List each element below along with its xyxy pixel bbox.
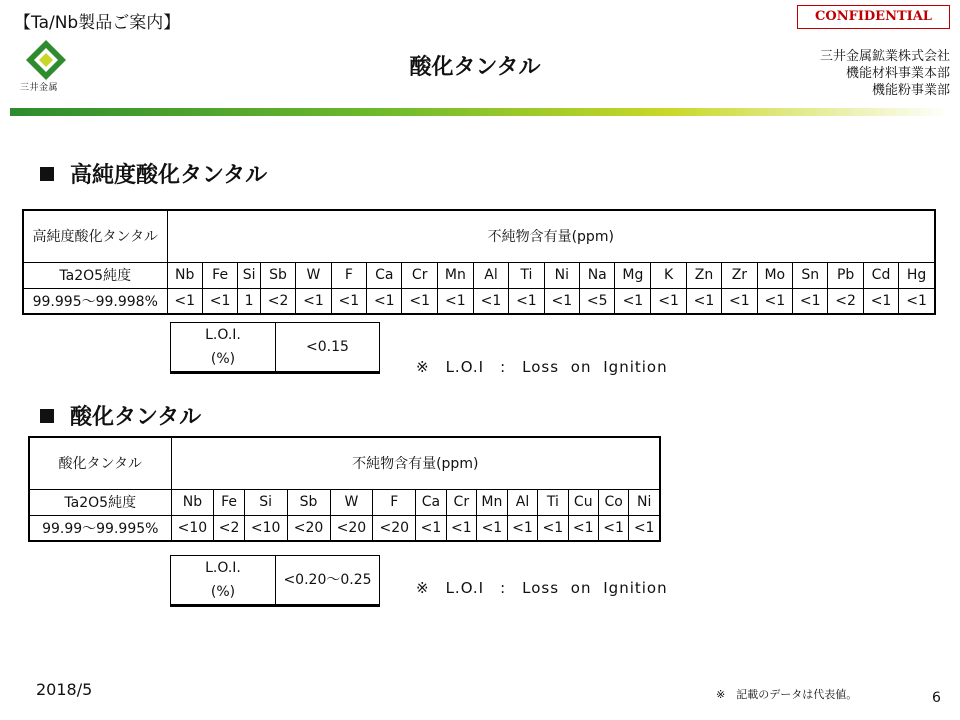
element-header-cell: Sn [793,262,828,288]
element-header-cell: Nb [167,262,202,288]
impurity-value-cell: <1 [477,515,508,541]
impurity-value-cell: 1 [238,288,261,314]
footer-note: ※ 記載のデータは代表値。 [716,688,858,701]
element-header-cell: Cr [446,489,476,515]
section1-title-text: 高純度酸化タンタル [70,163,268,188]
element-header-cell: Fe [202,262,237,288]
element-header-cell: Cr [402,262,437,288]
impurity-value-cell: <1 [863,288,898,314]
header-tag: 【Ta/Nb製品ご案内】 [14,13,181,33]
element-header-cell: K [651,262,686,288]
row-header-cell: 高純度酸化タンタル [23,210,167,262]
element-header-cell: Ti [509,262,544,288]
impurity-value-cell: <1 [446,515,476,541]
page-number: 6 [932,690,941,706]
header-gradient-bar [10,108,950,116]
impurity-header-cell: 不純物含有量(ppm) [167,210,935,262]
impurity-value-cell: <20 [373,515,416,541]
footer-date: 2018/5 [36,680,93,699]
impurity-value-cell: <1 [402,288,437,314]
purity-label-cell: Ta2O5純度 [23,262,167,288]
section2-loi-label [171,556,276,606]
section1-loi-note: ※ L.O.I : Loss on Ignition [416,358,668,376]
element-header-cell: Al [473,262,508,288]
impurity-value-cell: <1 [331,288,366,314]
impurity-value-cell: <10 [244,515,287,541]
square-bullet-icon [40,167,54,181]
section1-table-body [23,210,935,314]
element-header-cell: Co [598,489,628,515]
impurity-value-cell: <1 [722,288,757,314]
element-header-cell: Si [238,262,261,288]
loi-label-line1: L.O.I. [205,560,241,576]
element-header-cell: Pb [828,262,863,288]
logo-text: 三井金属 [20,83,59,93]
impurity-value-cell: <1 [629,515,660,541]
company-name: 三井金属鉱業株式会社 [819,49,950,64]
section1-title [40,158,267,189]
loi-label-line2: (%) [210,351,236,367]
impurity-value-cell: <1 [416,515,446,541]
section1-loi-label [171,323,276,373]
impurity-value-cell: <1 [615,288,651,314]
impurity-value-cell: <1 [899,288,935,314]
impurity-value-cell: <10 [171,515,214,541]
section2-impurity-table [28,436,661,542]
impurity-value-cell: <1 [167,288,202,314]
impurity-value-cell: <1 [793,288,828,314]
confidential-badge: CONFIDENTIAL [797,5,950,29]
impurity-value-cell: <1 [202,288,237,314]
element-header-cell: Fe [214,489,244,515]
impurity-value-cell: <1 [296,288,331,314]
element-header-cell: Ni [544,262,579,288]
section2-title [40,400,201,431]
impurity-value-cell: <1 [473,288,508,314]
element-header-cell: Ca [416,489,446,515]
section2-loi-value: <0.20～0.25 [276,556,380,606]
impurity-value-cell: <2 [828,288,863,314]
impurity-value-cell: <1 [598,515,628,541]
impurity-value-cell: <1 [437,288,473,314]
purity-label-cell: Ta2O5純度 [29,489,171,515]
impurity-value-cell: <5 [580,288,615,314]
element-header-cell: Mn [437,262,473,288]
element-header-cell: Cd [863,262,898,288]
element-header-cell: W [296,262,331,288]
impurity-value-cell: <2 [260,288,295,314]
impurity-value-cell: <1 [367,288,402,314]
section1-impurity-table [22,209,936,315]
element-header-cell: F [331,262,366,288]
section2-loi-table [170,555,380,607]
loi-label-line1: L.O.I. [205,327,241,343]
loi-label-line2: (%) [210,584,236,600]
element-header-cell: Ti [538,489,568,515]
impurity-value-cell: <1 [568,515,598,541]
impurity-value-cell: <2 [214,515,244,541]
section1-loi-table [170,322,380,374]
section2-table-body [29,437,660,541]
impurity-value-cell: <20 [330,515,373,541]
element-header-cell: Sb [260,262,295,288]
impurity-value-cell: <1 [544,288,579,314]
element-header-cell: Nb [171,489,214,515]
purity-value-cell: 99.995～99.998% [23,288,167,314]
impurity-value-cell: <1 [757,288,792,314]
impurity-value-cell: <1 [686,288,721,314]
element-header-cell: Si [244,489,287,515]
element-header-cell: Al [507,489,537,515]
section1-loi-value: <0.15 [276,323,380,373]
company-info [820,48,950,99]
element-header-cell: Mn [477,489,508,515]
row-header-cell: 酸化タンタル [29,437,171,489]
element-header-cell: Mg [615,262,651,288]
page-title: 酸化タンタル [409,55,541,80]
element-header-cell: W [330,489,373,515]
element-header-cell: Mo [757,262,792,288]
company-division: 機能材料事業本部 [845,66,950,81]
impurity-header-cell: 不純物含有量(ppm) [171,437,660,489]
element-header-cell: Zr [722,262,757,288]
purity-value-cell: 99.99～99.995% [29,515,171,541]
element-header-cell: Na [580,262,615,288]
section2-loi-note: ※ L.O.I : Loss on Ignition [416,579,668,597]
element-header-cell: Cu [568,489,598,515]
element-header-cell: F [373,489,416,515]
element-header-cell: Hg [899,262,935,288]
section2-title-text: 酸化タンタル [70,405,202,430]
element-header-cell: Sb [287,489,330,515]
impurity-value-cell: <1 [507,515,537,541]
square-bullet-icon [40,409,54,423]
impurity-value-cell: <1 [538,515,568,541]
impurity-value-cell: <1 [651,288,686,314]
element-header-cell: Ca [367,262,402,288]
impurity-value-cell: <1 [509,288,544,314]
element-header-cell: Ni [629,489,660,515]
company-department: 機能粉事業部 [871,83,950,98]
element-header-cell: Zn [686,262,721,288]
impurity-value-cell: <20 [287,515,330,541]
